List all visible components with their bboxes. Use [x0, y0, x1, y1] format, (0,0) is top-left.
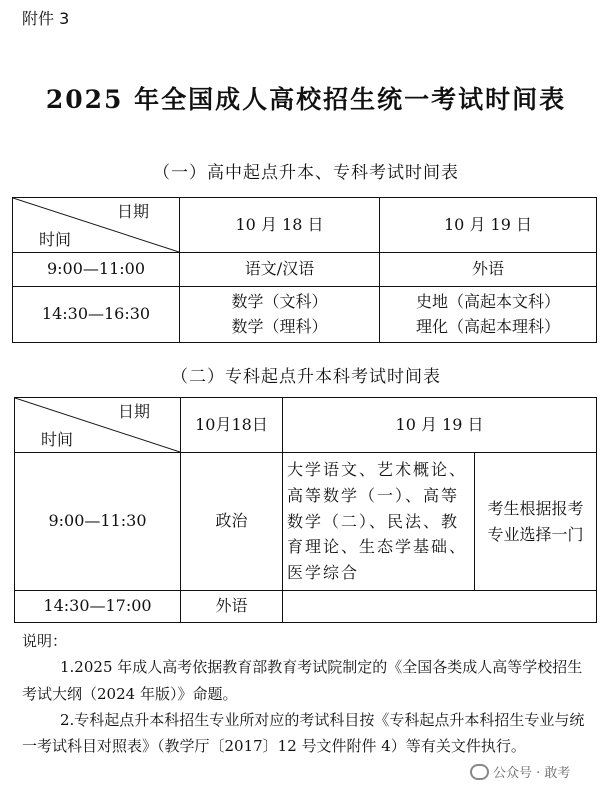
subject-line: 数学（文科） — [231, 291, 328, 311]
watermark — [470, 762, 570, 781]
header-day2: 10 月 19 日 — [283, 398, 597, 453]
subject-line: 理化（高起本理科） — [415, 316, 560, 336]
time-cell: 14:30—16:30 — [13, 287, 180, 343]
time-cell: 9:00—11:30 — [15, 453, 181, 591]
table-header-row — [13, 198, 597, 253]
table-row — [13, 287, 597, 343]
header-date-label: 日期 — [116, 202, 149, 221]
subject-cell — [380, 287, 597, 343]
section1-title: （一）高中起点升本、专科考试时间表 — [153, 163, 459, 183]
time-cell: 9:00—11:00 — [13, 253, 180, 287]
table-row — [13, 253, 597, 287]
subject-line: 数学（理科） — [231, 316, 328, 336]
notes-section — [22, 628, 592, 759]
subject-line: 史地（高起本文科） — [415, 291, 560, 311]
note-item: 2.专科起点升本科招生专业所对应的考试科目按《专科起点升本科招生专业与统一考试科目对照表》（教学厅〔2017〕12 号文件附件 4）等有关文件执行。 — [22, 710, 585, 755]
diagonal-line — [13, 198, 179, 252]
subject-cell: 政治 — [181, 453, 283, 591]
attachment-label: 附件 3 — [22, 9, 70, 28]
schedule-table-2 — [14, 397, 597, 623]
header-day2: 10 月 19 日 — [380, 198, 597, 253]
header-date-label: 日期 — [117, 402, 150, 421]
subject-cell: 外语 — [380, 253, 597, 287]
header-time-label: 时间 — [39, 229, 72, 249]
diagonal-header-cell — [13, 198, 180, 253]
elective-note-cell: 考生根据报考专业选择一门 — [475, 453, 597, 591]
section2-title: （二）专科起点升本科考试时间表 — [171, 367, 441, 387]
table-header-row — [15, 398, 597, 453]
elective-subjects-cell: 大学语文、艺术概论、高等数学（一）、高等数学（二）、民法、教育理论、生态学基础、医学综合 — [283, 453, 475, 591]
diagonal-header-cell — [15, 398, 181, 453]
table-row — [15, 591, 597, 623]
subject-cell: 外语 — [181, 591, 283, 623]
subject-cell: 语文/汉语 — [180, 253, 380, 287]
page-title: 2025 年全国成人高校招生统一考试时间表 — [45, 85, 567, 114]
subject-cell — [180, 287, 380, 343]
header-day1: 10月18日 — [181, 398, 283, 453]
diagonal-line — [15, 398, 180, 452]
time-cell: 14:30—17:00 — [15, 591, 181, 623]
empty-cell — [283, 591, 597, 623]
wechat-icon — [470, 764, 489, 780]
note-item: 1.2025 年成人高考依据教育部教育考试院制定的《全国各类成人高等学校招生考试大纲（2024 年版）》命题。 — [22, 658, 583, 703]
watermark-text: 公众号 · 敢考 — [493, 766, 571, 781]
notes-heading: 说明： — [22, 632, 68, 650]
header-time-label: 时间 — [41, 429, 74, 449]
table-row — [15, 453, 597, 591]
schedule-table-1 — [12, 197, 597, 343]
header-day1: 10 月 18 日 — [180, 198, 380, 253]
